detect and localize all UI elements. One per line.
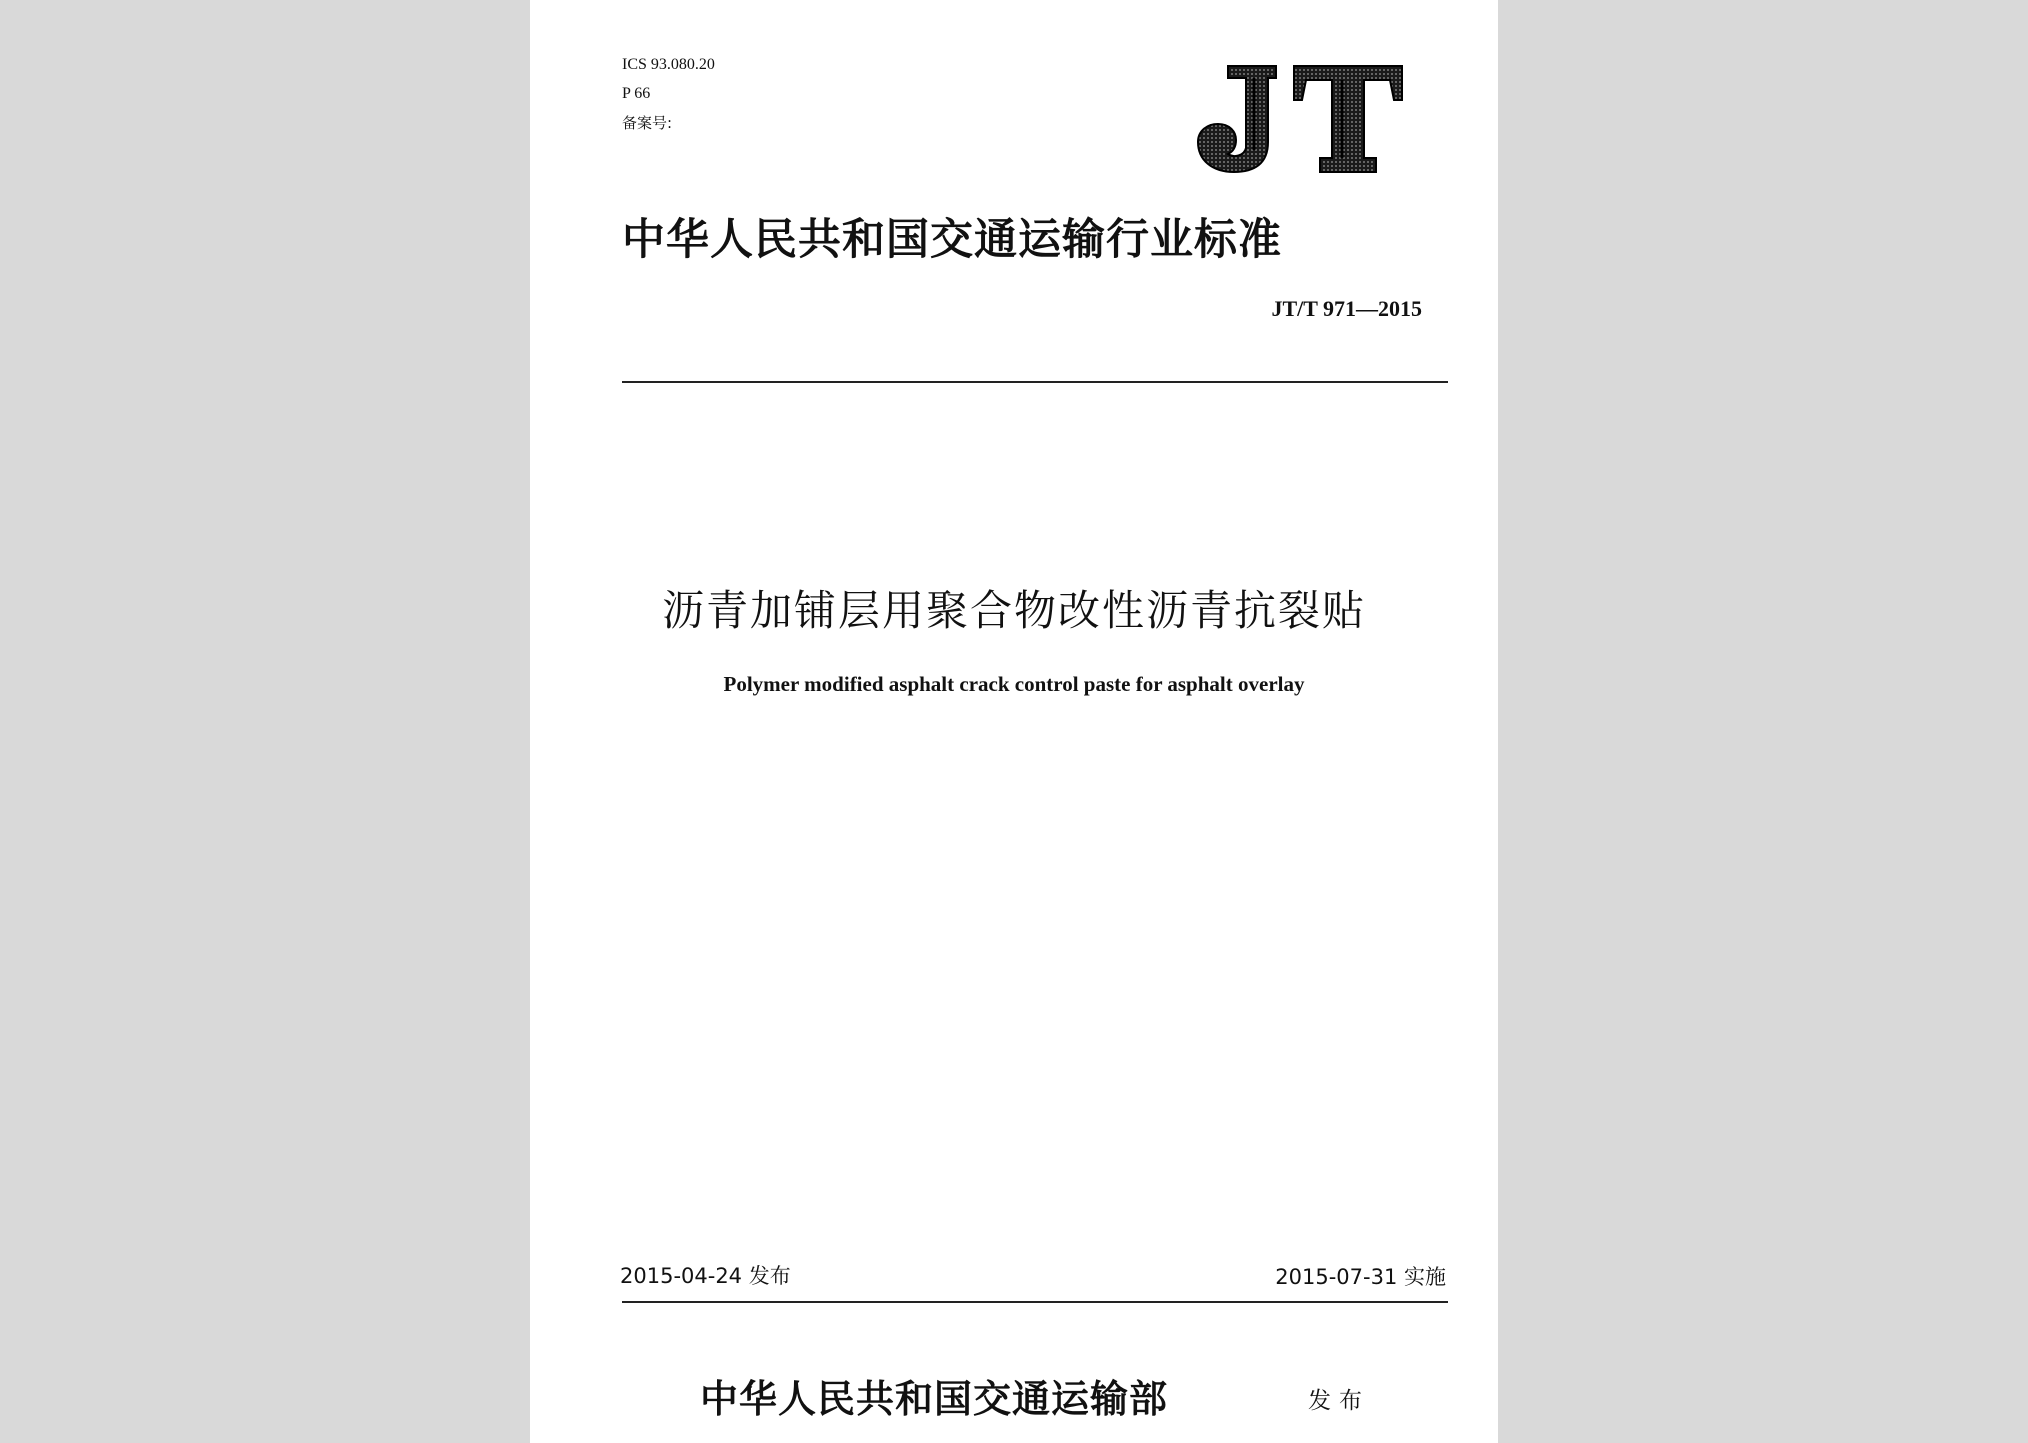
jt-logo (1194, 60, 1406, 178)
standard-number: JT/T 971—2015 (1271, 296, 1422, 321)
publish-label: 发布 (1308, 1388, 1370, 1414)
bottom-divider (622, 1301, 1448, 1303)
classification-code: P 66 (622, 85, 651, 102)
implementation-date: 2015-07-31 实施 (1275, 1265, 1446, 1289)
ics-code: ICS 93.080.20 (622, 56, 715, 73)
title-chinese: 沥青加铺层用聚合物改性沥青抗裂贴 (661, 586, 1366, 635)
document-page (530, 0, 1498, 1443)
top-divider (622, 381, 1448, 383)
title-english: Polymer modified asphalt crack control paste for asphalt overlay (723, 672, 1305, 696)
issue-date: 2015-04-24 发布 (620, 1264, 791, 1288)
logo-letter-t (1294, 66, 1402, 172)
logo-letter-j (1198, 66, 1276, 172)
standard-category: 中华人民共和国交通运输行业标准 (622, 215, 1282, 265)
publisher-name: 中华人民共和国交通运输部 (700, 1377, 1169, 1421)
record-number: 备案号: (622, 114, 673, 132)
